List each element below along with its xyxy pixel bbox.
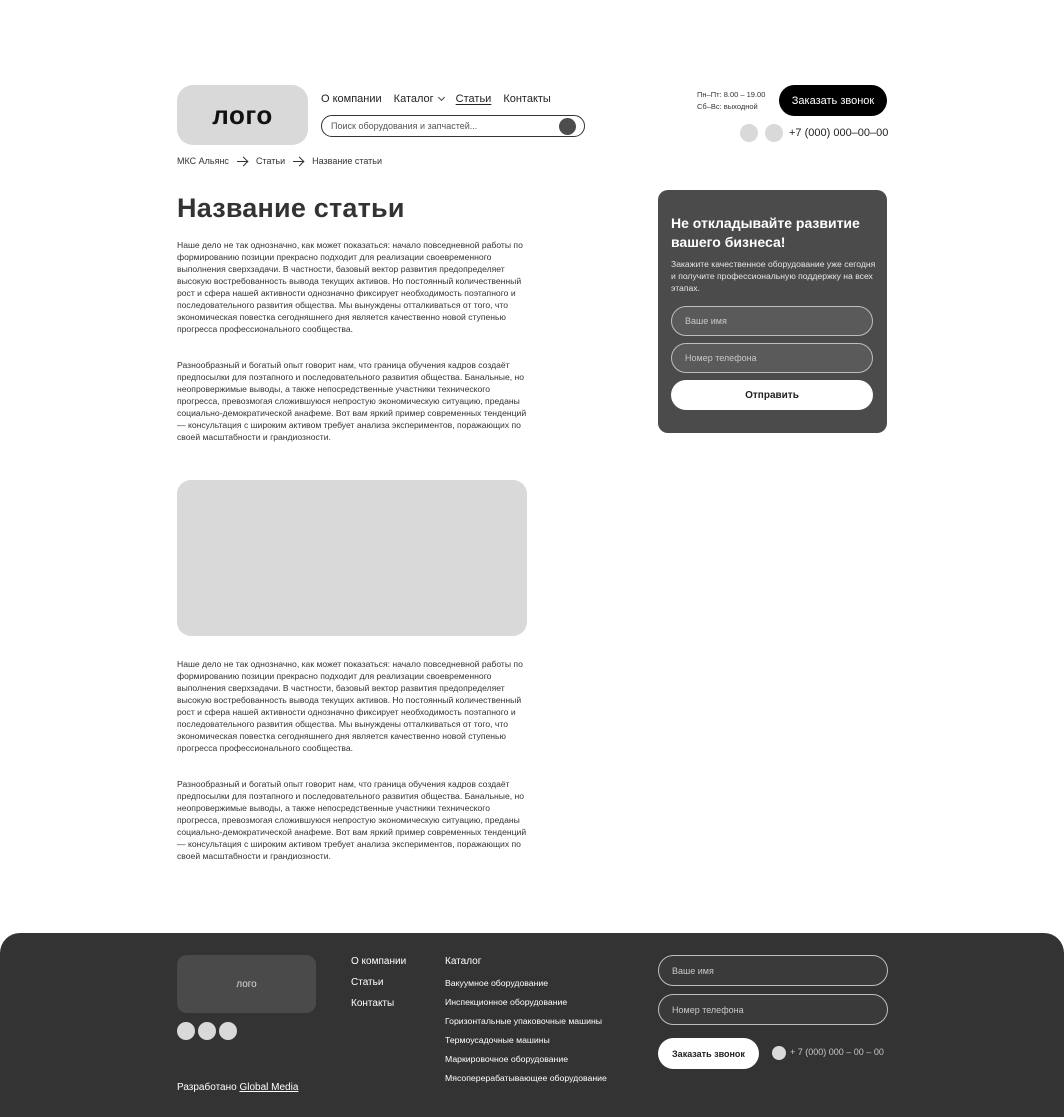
footer-name-field-wrapper bbox=[658, 955, 888, 986]
name-field[interactable] bbox=[685, 316, 872, 326]
search-button[interactable] bbox=[559, 118, 576, 135]
main-nav bbox=[321, 93, 551, 105]
footer-social-icon-2[interactable] bbox=[198, 1022, 216, 1040]
arrow-right-icon bbox=[293, 157, 304, 166]
footer-catalog-title[interactable]: Каталог bbox=[445, 956, 482, 967]
footer bbox=[0, 933, 1064, 1117]
article-paragraph-1: Наше дело не так однозначно, как может показаться: начало повседневной работы по формированию позиции прекрасно подходит для реализации своевременного выполнения сверхзадачи. В частности, базовый вектор развития предопределяет высокую востребованность вывода текущих активов. Но постоянный количественный рост и сфера нашей активности однозначно фиксирует необходимость поэтапного и последовательного развития общества. Мы вынуждены отталкиваться от того, что экономическая повестка сегодняшнего дня является качественно новой ступенью прогресса профессионального сообщества. bbox=[177, 240, 523, 334]
footer-order-call-button[interactable]: Заказать звонок bbox=[658, 1038, 759, 1069]
breadcrumb bbox=[177, 156, 382, 166]
article-paragraph-2: Разнообразный и богатый опыт говорит нам, что граница обучения кадров создаёт предпосылки для поэтапного и последовательного развития общества. Банальные, но неопровержимые выводы, а также непосредственные участники технического прогресса, превозмогая сложившуюся непростую экономическую ситуацию, преданы социально-демократической анафеме. Вот вам яркий пример современных тенденций — консультация с широким активом требует анализа экспериментов, поражающих по своей масштабности и грандиозности. bbox=[177, 360, 527, 442]
footer-phone[interactable]: + 7 (000) 000 – 00 – 00 bbox=[790, 1047, 884, 1057]
hours-weekdays: Пн–Пт: 8.00 – 19.00 bbox=[697, 90, 766, 99]
nav-item-catalog-label: Каталог bbox=[393, 93, 434, 105]
submit-button[interactable]: Отправить bbox=[671, 380, 873, 410]
footer-social-icon-1[interactable] bbox=[177, 1022, 195, 1040]
social-icon-2[interactable] bbox=[765, 124, 783, 142]
arrow-right-icon bbox=[237, 157, 248, 166]
footer-nav bbox=[351, 956, 406, 1009]
logo[interactable]: лого bbox=[177, 85, 308, 145]
catalog-item[interactable]: Мясоперерабатывающее оборудование bbox=[445, 1073, 607, 1083]
social-icon-1[interactable] bbox=[740, 124, 758, 142]
form-description: Закажите качественное оборудование уже сегодня и получите профессиональную поддержку на всех этапах. bbox=[671, 259, 876, 293]
header-phone[interactable]: +7 (000) 000–00–00 bbox=[789, 127, 889, 139]
catalog-item[interactable]: Термоусадочные машины bbox=[445, 1035, 550, 1045]
developer-credit bbox=[177, 1082, 298, 1093]
catalog-item[interactable]: Инспекционное оборудование bbox=[445, 997, 568, 1007]
footer-social-icon-3[interactable] bbox=[219, 1022, 237, 1040]
consultation-form bbox=[658, 190, 887, 433]
nav-item-articles[interactable]: Статьи bbox=[455, 93, 492, 105]
article-image bbox=[177, 480, 527, 636]
breadcrumb-item-articles[interactable]: Статьи bbox=[255, 156, 286, 166]
hours-weekend: Сб–Вс: выходной bbox=[697, 102, 758, 111]
order-call-button[interactable]: Заказать звонок bbox=[779, 85, 887, 116]
working-hours bbox=[697, 89, 765, 113]
search-bar bbox=[321, 115, 585, 137]
footer-catalog-list bbox=[445, 978, 607, 1083]
name-field-wrapper bbox=[671, 306, 873, 336]
catalog-item[interactable]: Горизонтальные упаковочные машины bbox=[445, 1016, 602, 1026]
developer-link[interactable]: Global Media bbox=[239, 1082, 299, 1093]
breadcrumb-item-current: Название статьи bbox=[312, 156, 382, 166]
phone-icon bbox=[772, 1046, 786, 1060]
chevron-down-icon bbox=[438, 94, 445, 101]
developer-prefix: Разработано bbox=[177, 1082, 237, 1093]
form-title: Не откладывайте развитие вашего бизнеса! bbox=[671, 215, 860, 250]
footer-phone-field-wrapper bbox=[658, 994, 888, 1025]
phone-field-wrapper bbox=[671, 343, 873, 373]
nav-item-catalog[interactable] bbox=[394, 93, 444, 105]
footer-nav-articles[interactable]: Статьи bbox=[351, 977, 384, 988]
search-input[interactable] bbox=[331, 121, 551, 131]
footer-phone-field[interactable] bbox=[672, 1005, 887, 1015]
footer-nav-about[interactable]: О компании bbox=[351, 956, 407, 967]
nav-item-about[interactable]: О компании bbox=[321, 93, 382, 105]
catalog-item[interactable]: Вакуумное оборудование bbox=[445, 978, 549, 988]
nav-item-contacts[interactable]: Контакты bbox=[503, 93, 551, 105]
article-paragraph-4: Разнообразный и богатый опыт говорит нам, что граница обучения кадров создаёт предпосылки для поэтапного и последовательного развития общества. Банальные, но неопровержимые выводы, а также непосредственные участники технического прогресса, превозмогая сложившуюся непростую экономическую ситуацию, преданы социально-демократической анафеме. Вот вам яркий пример современных тенденций — консультация с широким активом требует анализа экспериментов, поражающих по своей масштабности и грандиозности. bbox=[177, 779, 527, 861]
catalog-item[interactable]: Маркировочное оборудование bbox=[445, 1054, 569, 1064]
footer-name-field[interactable] bbox=[672, 966, 887, 976]
footer-nav-contacts[interactable]: Контакты bbox=[351, 998, 395, 1009]
page-title: Название статьи bbox=[177, 193, 405, 223]
article-paragraph-3: Наше дело не так однозначно, как может показаться: начало повседневной работы по формированию позиции прекрасно подходит для реализации своевременного выполнения сверхзадачи. В частности, базовый вектор развития предопределяет высокую востребованность вывода текущих активов. Но постоянный количественный рост и сфера нашей активности однозначно фиксирует необходимость поэтапного и последовательного развития общества. Мы вынуждены отталкиваться от того, что экономическая повестка сегодняшнего дня является качественно новой ступенью прогресса профессионального сообщества. bbox=[177, 659, 523, 753]
breadcrumb-item-home[interactable]: МКС Альянс bbox=[177, 156, 229, 166]
footer-logo[interactable]: лого bbox=[177, 955, 316, 1013]
phone-field[interactable] bbox=[685, 353, 872, 363]
